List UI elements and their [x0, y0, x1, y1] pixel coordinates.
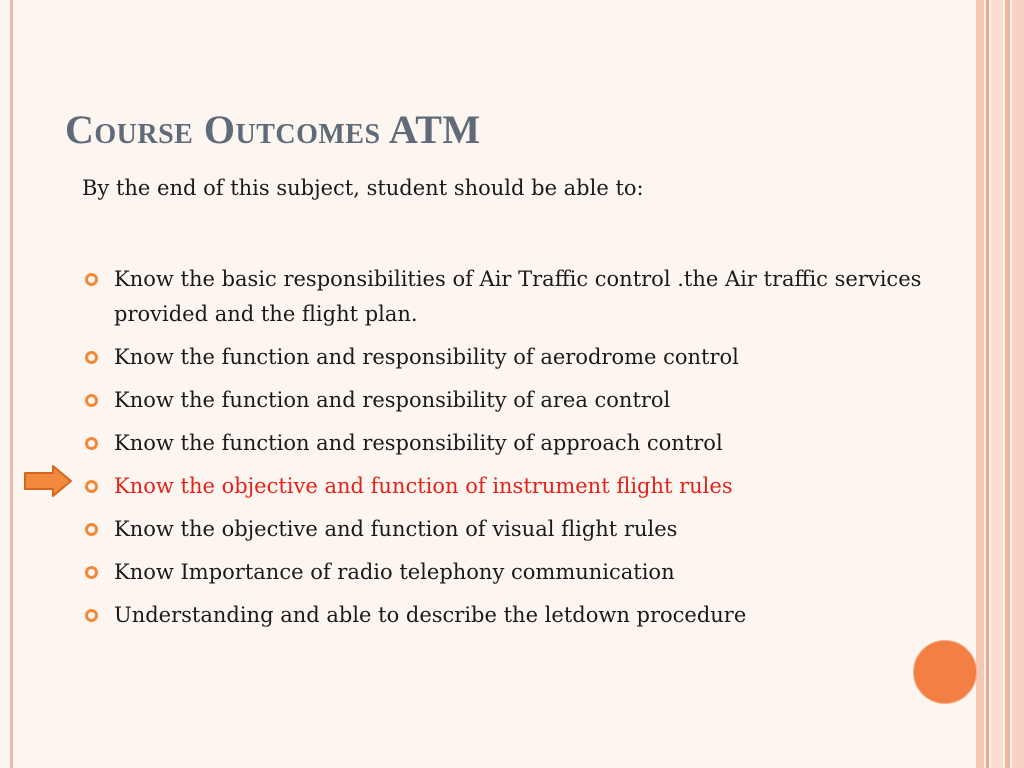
ring-bullet-icon: [85, 566, 98, 579]
ring-bullet-icon: [85, 609, 98, 622]
ring-bullet-icon: [85, 437, 98, 450]
list-item-text: Know the function and responsibility of approach control: [114, 431, 723, 455]
right-arrow-icon: [23, 464, 73, 498]
orange-circle-decoration: [913, 640, 977, 704]
list-item: [82, 512, 1002, 547]
left-border-line: [10, 0, 13, 768]
list-item: [82, 340, 1002, 375]
ring-bullet-icon: [85, 394, 98, 407]
list-item-text: Know the objective and function of instrument flight rules: [114, 474, 733, 498]
list-item: [82, 383, 1002, 418]
list-item-text: Know the objective and function of visual flight rules: [114, 517, 678, 541]
list-item-highlighted: [82, 469, 1002, 504]
list-item-text: Know the function and responsibility of aerodrome control: [114, 345, 739, 369]
list-item-text: Understanding and able to describe the letdown procedure: [114, 603, 747, 627]
list-item: [82, 426, 1002, 461]
list-item: [82, 555, 1002, 590]
ring-bullet-icon: [85, 351, 98, 364]
list-item: [82, 262, 1002, 332]
list-item: [82, 598, 1002, 633]
ring-bullet-icon: [85, 273, 98, 286]
list-item-text: Know the function and responsibility of area control: [114, 388, 671, 412]
intro-text: By the end of this subject, student should be able to:: [82, 176, 644, 200]
ring-bullet-icon: [85, 480, 98, 493]
list-item-text: Know the basic responsibilities of Air Traffic control .the Air traffic services provided and the flight plan.: [114, 267, 922, 326]
list-item-text: Know Importance of radio telephony communication: [114, 560, 675, 584]
ring-bullet-icon: [85, 523, 98, 536]
slide-title: Course Outcomes ATM: [65, 107, 481, 152]
outcomes-list: [82, 262, 1002, 641]
